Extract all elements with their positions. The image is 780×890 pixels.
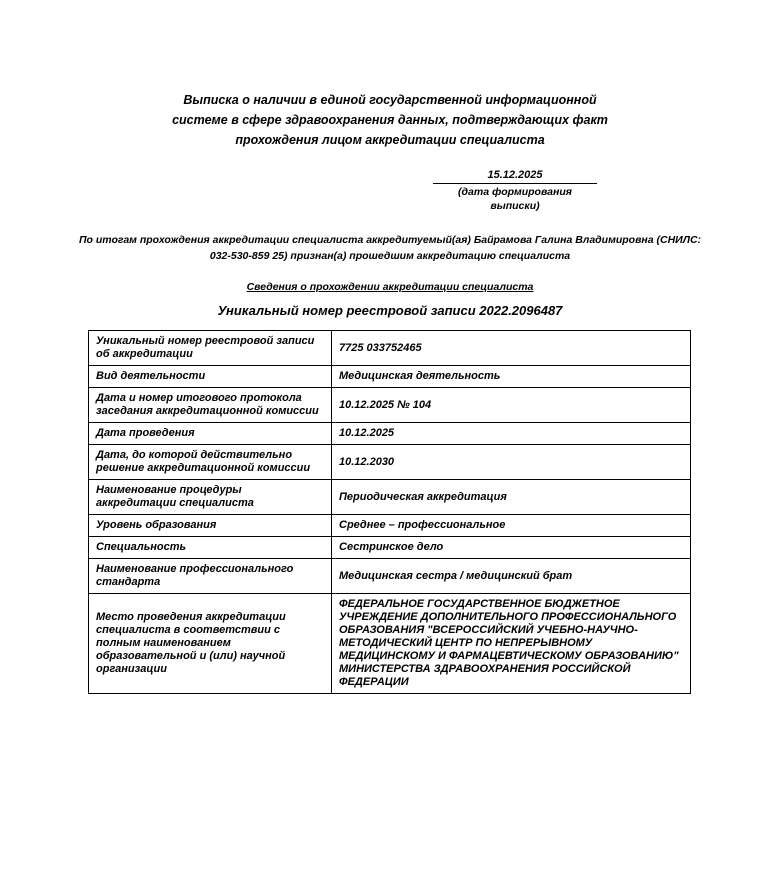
row-label-cell: Место проведения аккредитации специалиста в соответствии с полным наименованием образовательной и (или) научной организации: [89, 594, 332, 694]
table-row: [89, 515, 691, 537]
table-row: [89, 594, 691, 694]
table-row: [89, 480, 691, 515]
intro-paragraph: [50, 232, 730, 264]
row-value-cell: 10.12.2025 № 104: [332, 388, 691, 423]
row-label-cell: Наименование профессионального стандарта: [89, 559, 332, 594]
table-row: [89, 388, 691, 423]
document-title: [150, 0, 630, 150]
row-value-cell: Периодическая аккредитация: [332, 480, 691, 515]
intro-paragraph-line: 032-530-859 25) признан(а) прошедшим аккредитацию специалиста: [209, 250, 571, 262]
table-row: [89, 445, 691, 480]
document-title-line: Выписка о наличии в единой государственной информационной: [183, 93, 597, 107]
table-row: [89, 559, 691, 594]
row-label-cell: Наименование процедуры аккредитации специалиста: [89, 480, 332, 515]
row-label-cell: Дата и номер итогового протокола заседания аккредитационной комиссии: [89, 388, 332, 423]
generation-date-caption: (дата формирования выписки): [458, 186, 572, 212]
table-row: [89, 366, 691, 388]
generation-date-value: 15.12.2025: [433, 168, 597, 184]
row-value-cell: Сестринское дело: [332, 537, 691, 559]
row-label-cell: Дата, до которой действительно решение аккредитационной комиссии: [89, 445, 332, 480]
generation-date-block: [433, 168, 597, 213]
document-title-line: системе в сфере здравоохранения данных, подтверждающих факт: [172, 113, 608, 127]
section-heading: Сведения о прохождении аккредитации специалиста: [246, 281, 534, 293]
row-value-cell: Медицинская деятельность: [332, 366, 691, 388]
accreditation-table-body: [89, 331, 691, 694]
table-row: [89, 423, 691, 445]
row-label-cell: Уровень образования: [89, 515, 332, 537]
row-label-cell: Специальность: [89, 537, 332, 559]
row-label-cell: Дата проведения: [89, 423, 332, 445]
document-title-line: прохождения лицом аккредитации специалиста: [235, 133, 545, 147]
intro-paragraph-line: По итогам прохождения аккредитации специалиста аккредитуемый(ая) Байрамова Галина Владимировна (СНИЛС:: [78, 234, 702, 246]
row-label-cell: Вид деятельности: [89, 366, 332, 388]
row-value-cell: Среднее – профессиональное: [332, 515, 691, 537]
table-row: [89, 537, 691, 559]
row-value-cell: 10.12.2030: [332, 445, 691, 480]
accreditation-table: [88, 330, 691, 694]
registry-number-heading: Уникальный номер реестровой записи 2022.2096487: [217, 303, 563, 318]
row-value-cell: 10.12.2025: [332, 423, 691, 445]
table-row: [89, 331, 691, 366]
row-value-cell: 7725 033752465: [332, 331, 691, 366]
row-value-cell: Медицинская сестра / медицинский брат: [332, 559, 691, 594]
row-value-cell: ФЕДЕРАЛЬНОЕ ГОСУДАРСТВЕННОЕ БЮДЖЕТНОЕ УЧРЕЖДЕНИЕ ДОПОЛНИТЕЛЬНОГО ПРОФЕССИОНАЛЬНОГО ОБРАЗОВАНИЯ "ВСЕРОССИЙСКИЙ УЧЕБНО-НАУЧНО-МЕТОДИЧЕСКИЙ ЦЕНТР ПО НЕПРЕРЫВНОМУ МЕДИЦИНСКОМУ И ФАРМАЦЕВТИЧЕСКОМУ ОБРАЗОВАНИЮ" МИНИСТЕРСТВА ЗДРАВООХРАНЕНИЯ РОССИЙСКОЙ ФЕДЕРАЦИИ: [332, 594, 691, 694]
row-label-cell: Уникальный номер реестровой записи об аккредитации: [89, 331, 332, 366]
